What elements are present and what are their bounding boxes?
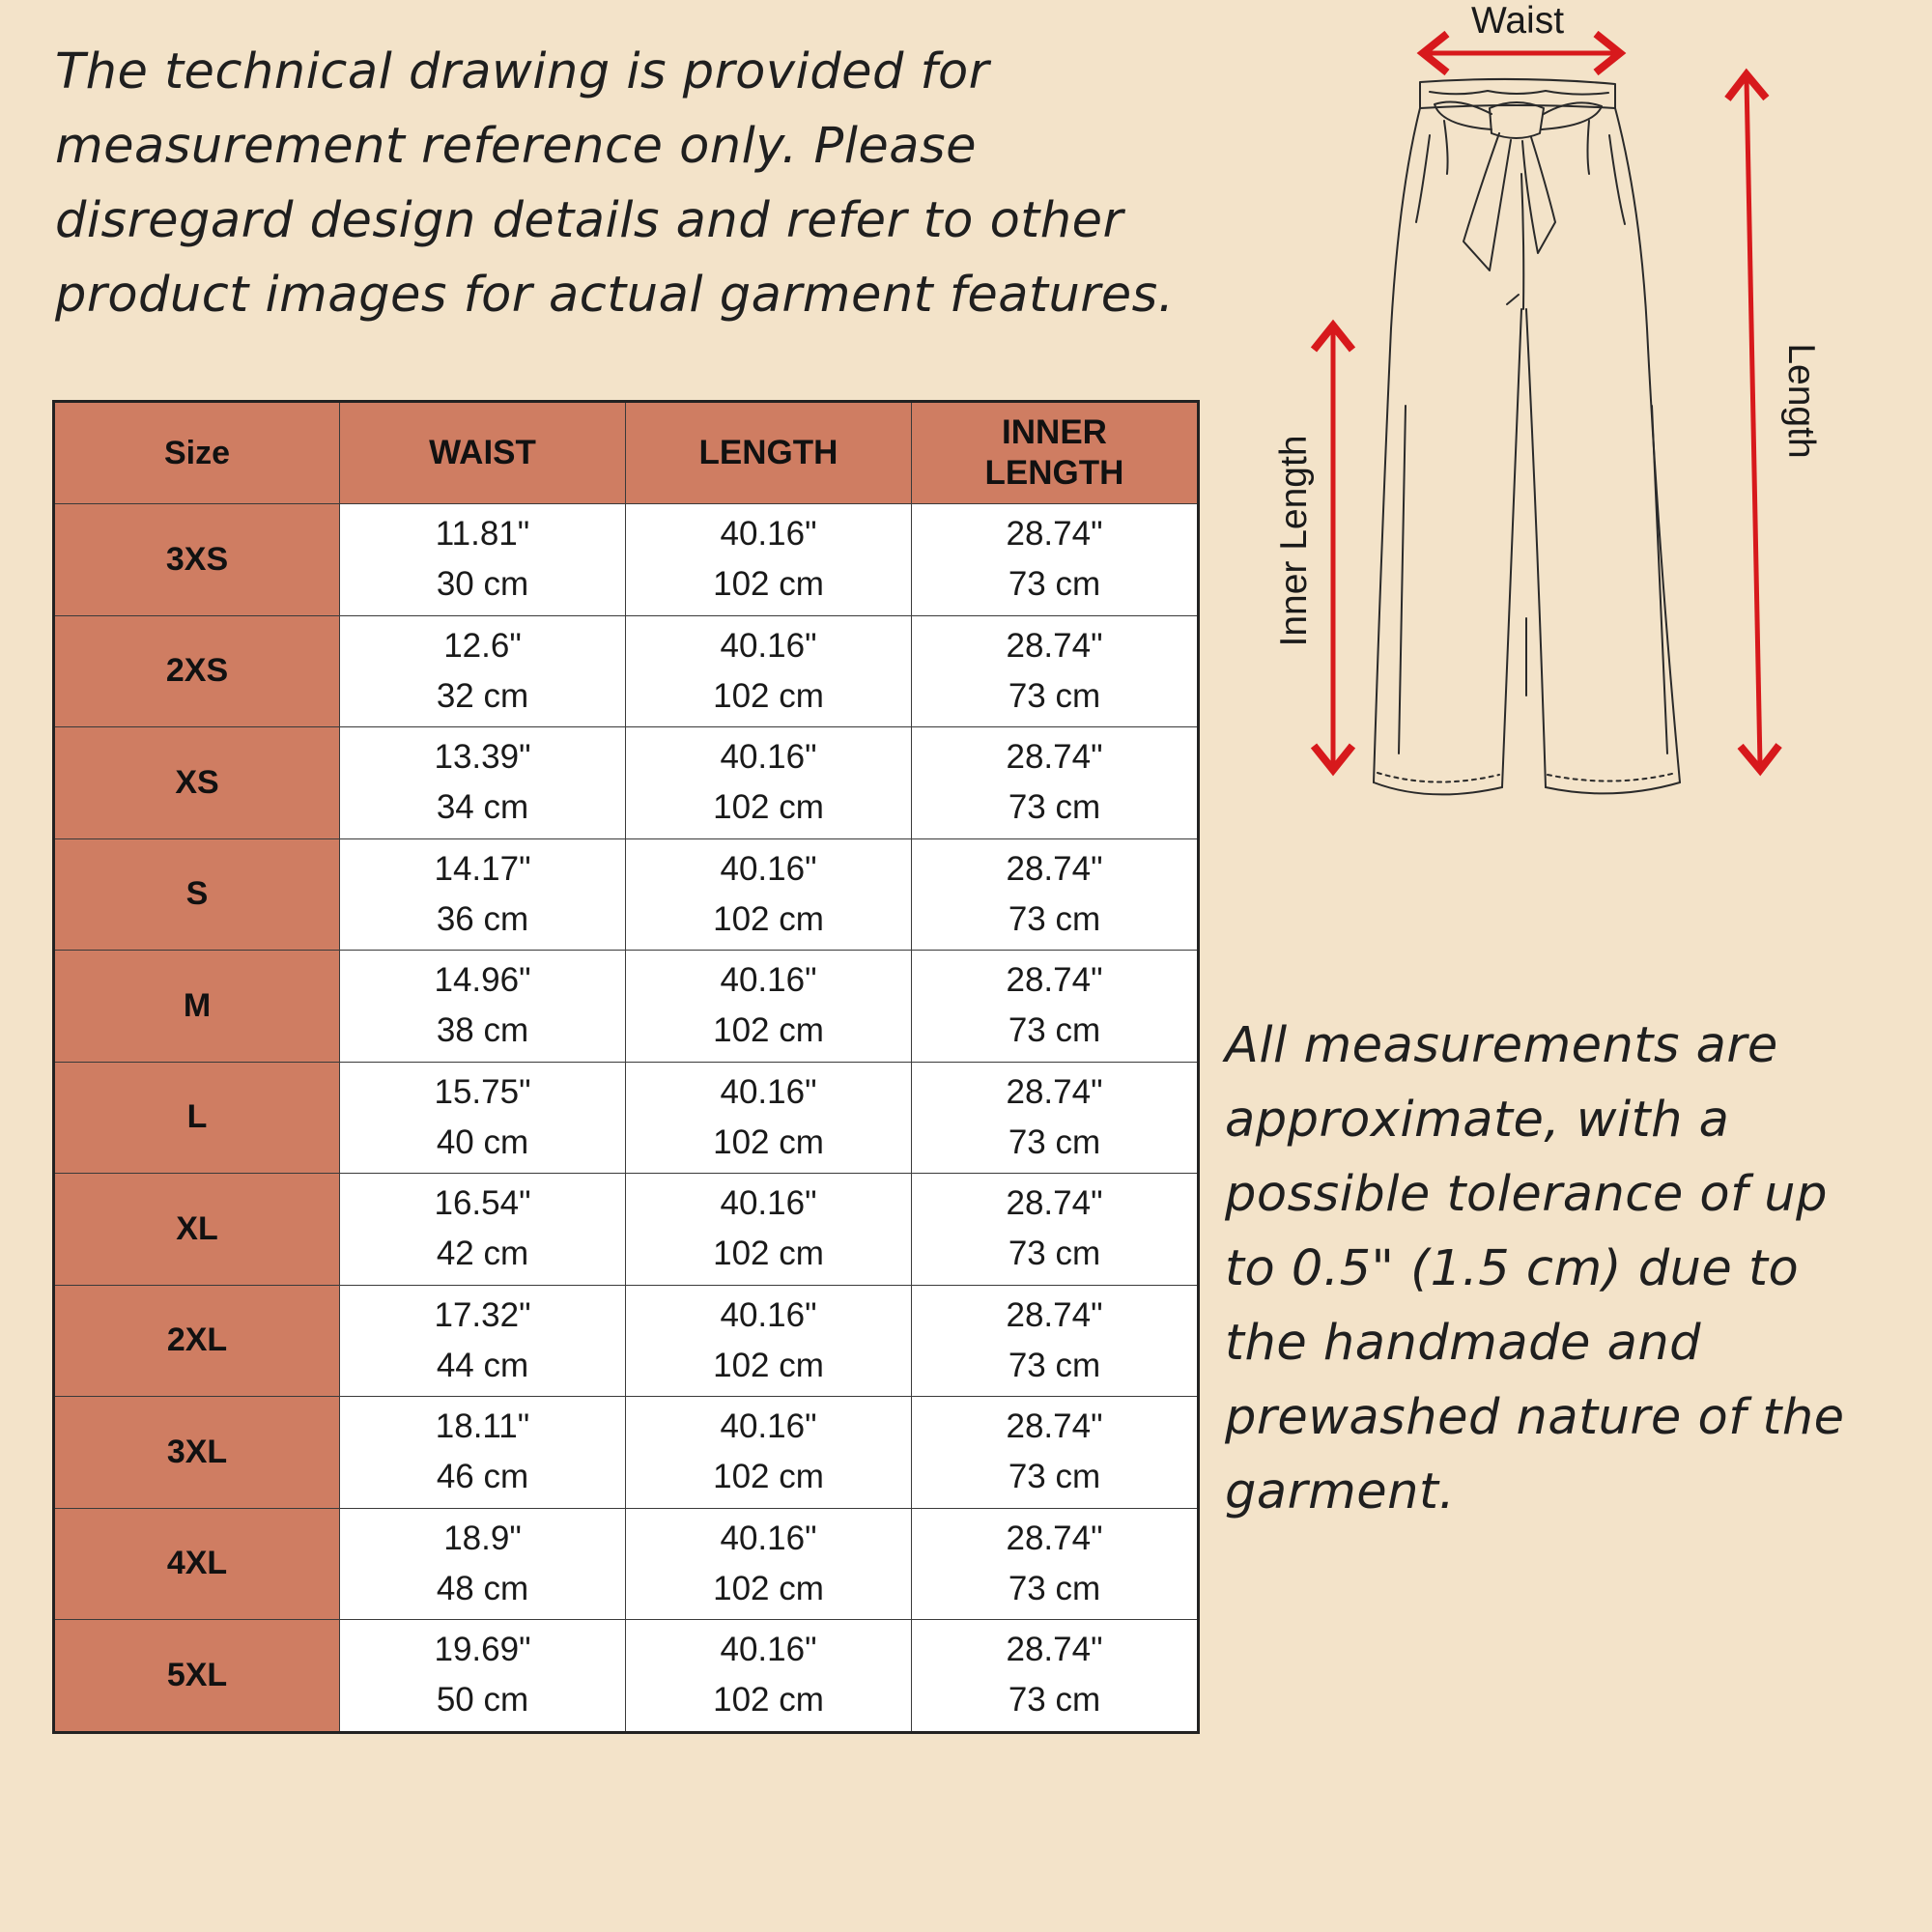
length-centimeters: 102 cm [713, 1346, 824, 1384]
inner-length-centimeters: 73 cm [1008, 788, 1101, 827]
table-row [54, 1062, 1199, 1174]
length-cell [626, 504, 912, 616]
length-cell [626, 1174, 912, 1286]
header-size: Size [54, 402, 340, 504]
header-inner-length-line1: INNER [1002, 413, 1107, 451]
waist-cell [340, 838, 626, 951]
length-centimeters: 102 cm [713, 1122, 824, 1161]
inner-length-centimeters: 73 cm [1008, 1011, 1101, 1050]
length-inches: 40.16" [720, 626, 817, 665]
inner-length-centimeters: 73 cm [1008, 1569, 1101, 1607]
intro-note: The technical drawing is provided for measurement reference only. Please disregard design details and refer to other product images for actual garment features. [55, 43, 1175, 324]
waist-centimeters: 46 cm [436, 1458, 529, 1496]
waist-inches: 11.81" [435, 515, 530, 554]
waist-centimeters: 42 cm [436, 1235, 529, 1273]
waist-centimeters: 32 cm [436, 676, 529, 715]
length-centimeters: 102 cm [713, 1235, 824, 1273]
table-row [54, 727, 1199, 839]
inner-length-centimeters: 73 cm [1008, 1235, 1101, 1273]
length-centimeters: 102 cm [713, 1681, 824, 1719]
inner-length-inches: 28.74" [1006, 1295, 1103, 1334]
table-row [54, 1620, 1199, 1733]
size-cell: XS [54, 727, 340, 839]
length-inches: 40.16" [720, 961, 817, 1000]
inner-length-centimeters: 73 cm [1008, 1458, 1101, 1496]
size-cell: 2XS [54, 615, 340, 727]
waist-centimeters: 44 cm [436, 1346, 529, 1384]
length-centimeters: 102 cm [713, 565, 824, 604]
inner-length-inches: 28.74" [1006, 1407, 1103, 1446]
waist-inches: 15.75" [434, 1072, 531, 1111]
waist-centimeters: 48 cm [436, 1569, 529, 1607]
size-cell: XL [54, 1174, 340, 1286]
length-inches: 40.16" [720, 1295, 817, 1334]
length-cell [626, 727, 912, 839]
measurement-arrows [1333, 53, 1760, 765]
header-inner-length-line2: LENGTH [984, 454, 1124, 492]
inner-length-centimeters: 73 cm [1008, 565, 1101, 604]
inner-length-inches: 28.74" [1006, 515, 1103, 554]
inner-length-dimension-label: Inner Length [1273, 435, 1315, 647]
inner-length-cell [912, 1285, 1199, 1397]
length-cell [626, 1620, 912, 1733]
table-row [54, 838, 1199, 951]
length-centimeters: 102 cm [713, 899, 824, 938]
size-chart-table [52, 400, 1200, 1734]
inner-length-centimeters: 73 cm [1008, 1346, 1101, 1384]
waist-dimension-label: Waist [1471, 0, 1565, 42]
size-cell: 2XL [54, 1285, 340, 1397]
waist-centimeters: 30 cm [436, 565, 529, 604]
inner-length-inches: 28.74" [1006, 849, 1103, 888]
length-cell [626, 1285, 912, 1397]
length-inches: 40.16" [720, 1631, 817, 1669]
inner-length-centimeters: 73 cm [1008, 899, 1101, 938]
waist-inches: 16.54" [434, 1184, 531, 1223]
length-centimeters: 102 cm [713, 1569, 824, 1607]
table-row [54, 615, 1199, 727]
header-length: LENGTH [626, 402, 912, 504]
waist-centimeters: 36 cm [436, 899, 529, 938]
header-waist: WAIST [340, 402, 626, 504]
waist-centimeters: 34 cm [436, 788, 529, 827]
waist-inches: 17.32" [434, 1295, 531, 1334]
inner-length-cell [912, 1620, 1199, 1733]
inner-length-inches: 28.74" [1006, 1519, 1103, 1557]
inner-length-centimeters: 73 cm [1008, 676, 1101, 715]
length-centimeters: 102 cm [713, 1011, 824, 1050]
waist-inches: 14.96" [434, 961, 531, 1000]
length-inches: 40.16" [720, 1184, 817, 1223]
size-cell: 5XL [54, 1620, 340, 1733]
length-inches: 40.16" [720, 1072, 817, 1111]
inner-length-cell [912, 1397, 1199, 1509]
length-cell [626, 615, 912, 727]
length-inches: 40.16" [720, 849, 817, 888]
inner-length-cell [912, 615, 1199, 727]
inner-length-inches: 28.74" [1006, 1072, 1103, 1111]
inner-length-inches: 28.74" [1006, 961, 1103, 1000]
waist-cell [340, 951, 626, 1063]
waist-centimeters: 40 cm [436, 1122, 529, 1161]
inner-length-centimeters: 73 cm [1008, 1122, 1101, 1161]
waist-inches: 18.9" [443, 1519, 522, 1557]
inner-length-cell [912, 1174, 1199, 1286]
length-cell [626, 951, 912, 1063]
size-cell: S [54, 838, 340, 951]
table-row [54, 951, 1199, 1063]
table-row [54, 1285, 1199, 1397]
waist-cell [340, 1397, 626, 1509]
inner-length-cell [912, 1508, 1199, 1620]
length-inches: 40.16" [720, 1407, 817, 1446]
pants-outline [1374, 79, 1680, 794]
length-inches: 40.16" [720, 738, 817, 777]
length-arrow [1747, 79, 1760, 765]
inner-length-cell [912, 951, 1199, 1063]
inner-length-inches: 28.74" [1006, 626, 1103, 665]
length-dimension-label: Length [1780, 343, 1822, 459]
waist-cell [340, 1620, 626, 1733]
size-cell: M [54, 951, 340, 1063]
inner-length-inches: 28.74" [1006, 1184, 1103, 1223]
length-inches: 40.16" [720, 515, 817, 554]
length-cell [626, 1508, 912, 1620]
waist-cell [340, 727, 626, 839]
waist-cell [340, 1062, 626, 1174]
waist-inches: 13.39" [434, 738, 531, 777]
size-cell: 3XL [54, 1397, 340, 1509]
inner-length-cell [912, 1062, 1199, 1174]
length-centimeters: 102 cm [713, 676, 824, 715]
inner-length-cell [912, 504, 1199, 616]
size-cell: L [54, 1062, 340, 1174]
waist-cell [340, 1285, 626, 1397]
waist-inches: 14.17" [434, 849, 531, 888]
header-inner-length [912, 402, 1199, 504]
length-cell [626, 838, 912, 951]
table-row [54, 1174, 1199, 1286]
length-inches: 40.16" [720, 1519, 817, 1557]
size-cell: 3XS [54, 504, 340, 616]
length-centimeters: 102 cm [713, 1458, 824, 1496]
table-row [54, 1397, 1199, 1509]
inner-length-cell [912, 838, 1199, 951]
table-row [54, 504, 1199, 616]
inner-length-inches: 28.74" [1006, 1631, 1103, 1669]
waist-centimeters: 50 cm [436, 1681, 529, 1719]
tolerance-note: All measurements are approximate, with a possible tolerance of up to 0.5" (1.5 cm) due to the handmade and prewashed nature of the garment. [1225, 1017, 1845, 1520]
waist-inches: 18.11" [435, 1407, 530, 1446]
inner-length-cell [912, 727, 1199, 839]
table-header-row [54, 402, 1199, 504]
inner-length-centimeters: 73 cm [1008, 1681, 1101, 1719]
table-row [54, 1508, 1199, 1620]
size-cell: 4XL [54, 1508, 340, 1620]
waist-cell [340, 504, 626, 616]
waist-cell [340, 615, 626, 727]
waist-inches: 19.69" [434, 1631, 531, 1669]
length-cell [626, 1062, 912, 1174]
length-cell [626, 1397, 912, 1509]
pants-technical-drawing [1236, 0, 1932, 850]
inner-length-inches: 28.74" [1006, 738, 1103, 777]
waist-cell [340, 1174, 626, 1286]
waist-centimeters: 38 cm [436, 1011, 529, 1050]
length-centimeters: 102 cm [713, 788, 824, 827]
waist-cell [340, 1508, 626, 1620]
waist-inches: 12.6" [443, 626, 522, 665]
